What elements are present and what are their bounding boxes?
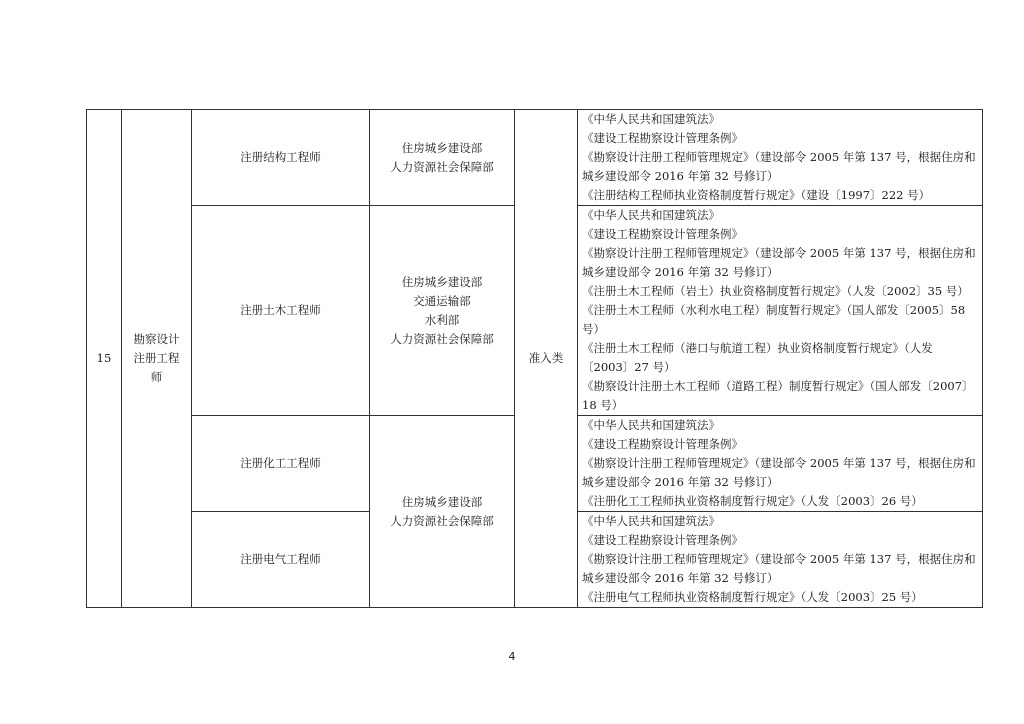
law-item: 《建设工程勘察设计管理条例》 [582,533,743,547]
law-item: 《勘察设计注册工程师管理规定》（建设部令 2005 年第 137 号，根据住房和城乡建设部令 2016 年第 32 号修订） [582,150,976,183]
category-line: 注册工程 [133,351,180,365]
law-item: 《注册电气工程师执业资格制度暂行规定》（人发〔2003〕25 号） [582,590,923,604]
law-item: 《注册土木工程师（岩土）执业资格制度暂行规定》（人发〔2002〕35 号） [582,284,969,298]
category-line: 勘察设计 [133,332,180,346]
category-cell [122,110,192,608]
department-cell [370,110,515,206]
department: 人力资源社会保障部 [390,159,494,174]
laws-cell [578,512,983,608]
law-item: 《注册化工工程师执业资格制度暂行规定》（人发〔2003〕26 号） [582,494,923,508]
law-item: 《建设工程勘察设计管理条例》 [582,131,743,145]
law-item: 《勘察设计注册工程师管理规定》（建设部令 2005 年第 137 号，根据住房和城乡建设部令 2016 年第 32 号修订） [582,552,976,585]
table-row [87,110,983,206]
qualification-name-cell [192,110,370,206]
row-number: 15 [96,351,112,365]
qualification-name: 注册化工工程师 [240,456,321,470]
page-number: 4 [508,650,516,663]
qualification-name: 注册电气工程师 [240,552,321,566]
department: 住房城乡建设部 [401,140,483,155]
law-item: 《注册土木工程师（港口与航道工程）执业资格制度暂行规定》（人发〔2003〕27 号） [582,341,933,374]
department-cell [370,416,515,608]
law-item: 《勘察设计注册土木工程师（道路工程）制度暂行规定》（国人部发〔2007〕18 号） [582,379,974,412]
type-cell [515,110,578,608]
law-item: 《注册土木工程师（水利水电工程）制度暂行规定》（国人部发〔2005〕58 号） [582,303,966,336]
laws-cell [578,206,983,416]
department: 水利部 [424,312,460,327]
law-item: 《建设工程勘察设计管理条例》 [582,437,743,451]
law-item: 《中华人民共和国建筑法》 [582,112,720,126]
qualification-name: 注册结构工程师 [240,150,321,164]
laws-cell [578,110,983,206]
law-item: 《中华人民共和国建筑法》 [582,418,720,432]
law-item: 《建设工程勘察设计管理条例》 [582,227,743,241]
law-item: 《勘察设计注册工程师管理规定》（建设部令 2005 年第 137 号，根据住房和城乡建设部令 2016 年第 32 号修订） [582,246,976,279]
row-number-cell [87,110,122,608]
category-line: 师 [150,370,163,384]
law-item: 《注册结构工程师执业资格制度暂行规定》（建设〔1997〕222 号） [582,188,931,202]
department-cell [370,206,515,416]
law-item: 《中华人民共和国建筑法》 [582,514,720,528]
qualification-name: 注册土木工程师 [240,303,321,317]
law-item: 《中华人民共和国建筑法》 [582,208,720,222]
qualification-type: 准入类 [528,351,564,365]
department: 住房城乡建设部 [401,274,483,289]
qualification-name-cell [192,512,370,608]
qualification-name-cell [192,416,370,512]
department: 住房城乡建设部 [401,494,483,509]
department: 人力资源社会保障部 [390,513,494,528]
laws-cell [578,416,983,512]
department: 交通运输部 [413,293,471,308]
qualification-table [86,109,983,608]
law-item: 《勘察设计注册工程师管理规定》（建设部令 2005 年第 137 号，根据住房和城乡建设部令 2016 年第 32 号修订） [582,456,976,489]
qualification-name-cell [192,206,370,416]
department: 人力资源社会保障部 [390,331,494,346]
